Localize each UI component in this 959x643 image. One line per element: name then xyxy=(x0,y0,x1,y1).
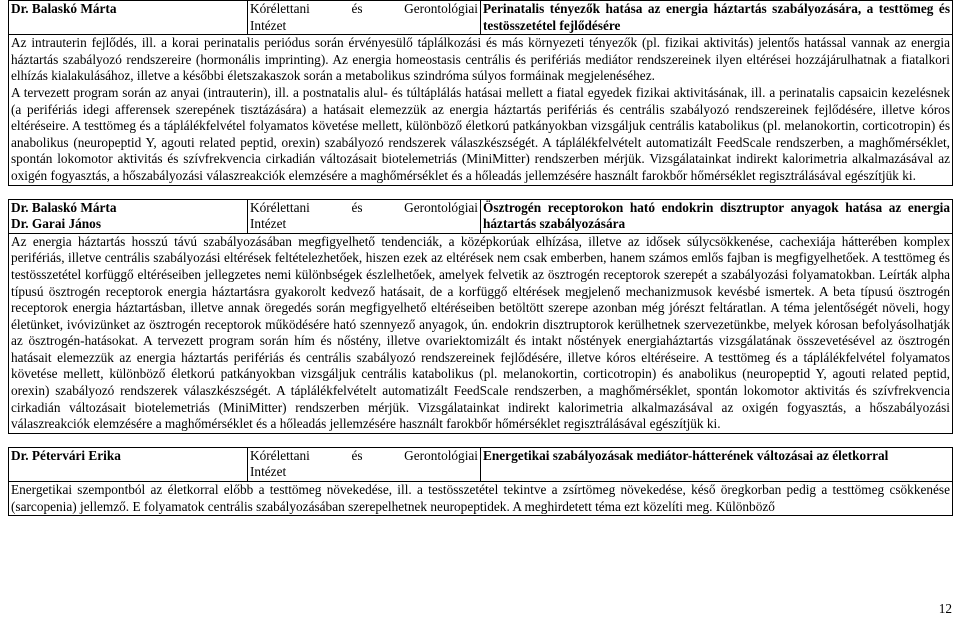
institute-line-1: Kórélettani és Gerontológiai xyxy=(250,447,478,463)
page-number: 12 xyxy=(938,601,952,616)
description-paragraph: Energetikai szempontból az életkorral előbb a testtömeg növekedése, ill. a testösszetétel tekintve a zsírtömeg növekedése, késő öregkorban pedig a testtömeg csökkenése (sarcopenia) jellemző. E folyamatok centrális szabályozásában szerepelhetnek neuropeptidek. A meghirdetett téma ezt közelíti meg. Különböző xyxy=(11,482,950,514)
institute-line-2: Intézet xyxy=(250,17,287,33)
entry-body-row xyxy=(9,482,953,516)
supervisor-names xyxy=(9,1,248,35)
supervisor-name: Dr. Balaskó Márta xyxy=(11,199,117,215)
supervisor-name: Dr. Pétervári Erika xyxy=(11,447,121,463)
topic-description xyxy=(9,482,953,516)
entry-header-row xyxy=(9,1,953,35)
supervisor-name: Dr. Garai János xyxy=(11,216,102,232)
document-page xyxy=(8,0,953,516)
description-paragraph: Az intrauterin fejlődés, ill. a korai perinatalis periódus során érvényesülő táplálkozási és más környezeti tényezők (pl. fizikai aktivitás) jelentős hatással vannak az energia háztartás szabályozó rendszereire (hormonális imprinting). Az energia homeostasis centrális és perifériás mediátor rendszereinek ilyen eltérései hozzájárulhatnak a fiatalkori elhízás kialakulásához, illetve a későbbi életszakaszok során a metabolikus szindróma súlyos formáinak megjelenéséhez. xyxy=(11,35,950,84)
topic-entry-2 xyxy=(8,199,953,434)
institute-cell xyxy=(248,1,481,35)
topic-title: Ösztrogén receptorokon ható endokrin disztruptor anyagok hatása az energia háztartás szabályozására xyxy=(481,199,953,233)
institute-line-1: Kórélettani és Gerontológiai xyxy=(250,199,478,215)
topic-entry-3 xyxy=(8,447,953,516)
entry-header-row xyxy=(9,447,953,481)
institute-line-2: Intézet xyxy=(250,216,287,232)
description-paragraph: Az energia háztartás hosszú távú szabályozásában megfigyelhető tendenciák, a középkorúak elhízása, illetve az idősek súlycsökkenése, cachexiája hátterében komplex perifériás, illetve centrális szabályozási eltérések feltételezhetőek, hiszen ezek az eltérések nem csak emberben, hanem számos emlős fajban is megfigyelhetőek. A testtömeg és testösszetétel korfüggő eltéréseiben jellegzetes nemi különbségek észlelhetőek, amelyek felvetik az ösztrogén receptorok szerepét a szabályozási folyamatokban. Leírták alpha típusú ösztrogén receptorok energia háztartásra gyakorolt kedvező hatásait, de a korfüggő eltérések megjelenő mechanizmusok kevésbé ismertek. A beta típusú ösztrogén receptorok energia háztartásban, illetve annak öregedés során megfigyelhető eltéréseiben betöltött szerepe azonban még jórészt feltáratlan. A téma jelentőségét növeli, hogy életünket, ivóvizünket az ösztrogén receptorok működésére ható szennyező anyagok, ún. endokrin disztruptorok kerülhetnek szervezetünkbe, melyek kórosan befolyásolhatják az ösztrogén-hatásokat. A tervezett program során hím és nőstény, illetve ovariektomizált és intakt nőstények energiaháztartás vizsgálatának összevetésével az ösztrogén hatásait elemezzük az energia háztartás perifériás és centrális szabályozó rendszereinek fejlődésére, illetve kóros eltéréseire. A testtömeg és a táplálékfelvétel folyamatos követése mellett, különböző életkorú patkányokban vizsgáljuk centrális katabolikus (pl. melanokortin, corticotropin) és anabolikus (neuropeptid Y, agouti related peptid, orexin) szabályozó rendszerek válaszkészségét. A táplálékfelvételt automatizált FeedScale rendszerben, a maghőmérséklet, spontán lokomotor aktivitás és szívfrekvencia cirkadián változásait biotelemetriás (MiniMitter) rendszerben mérjük. Vizsgálatainkat indirekt kalorimetria alkalmazásával az oxigén fogyasztás, a hőszabályozási válaszreakciók elemzésére a maghőmérséklet és a hőleadás jellemzésére használt farokbőr hőmérséklet regisztrálásával egészítjük ki. xyxy=(11,233,950,432)
supervisor-names xyxy=(9,447,248,481)
topic-title: Energetikai szabályozásak mediátor-hátterének változásai az életkorral xyxy=(481,447,953,481)
topic-entry-1 xyxy=(8,0,953,186)
topic-description xyxy=(9,35,953,185)
topic-title: Perinatalis tényezők hatása az energia háztartás szabályozására, a testtömeg és testösszetétel fejlődésére xyxy=(481,1,953,35)
entry-body-row xyxy=(9,35,953,185)
description-paragraph: A tervezett program során az anyai (intrauterin), ill. a postnatalis alul- és túltáplálás hatásai mellett a fiatal egyedek fizikai aktivitásának, ill. a perinatalis capsaicin kezelésnek (a perifériás idegi afferensek szerepének tisztázására) a hatásait elemezzük az energia háztartás perifériás és centrális szabályozó rendszereinek fejlődésére, illetve kóros eltéréseire. A testtömeg és a táplálékfelvétel folyamatos követése mellett, különböző életkorú patkányokban vizsgáljuk centrális katabolikus (pl. melanokortin, corticotropin) és anabolikus (neuropeptid Y, agouti related peptid, orexin) szabályozó rendszerek válaszkészségét. A táplálékfelvételt automatizált FeedScale rendszerben, a maghőmérséklet, spontán lokomotor aktivitás és szívfrekvencia cirkadián változásait biotelemetriás (MiniMitter) rendszerben mérjük. Vizsgálatainkat indirekt kalorimetria alkalmazásával az oxigén fogyasztás, a hőszabályozási válaszreakciók elemzésére a maghőmérséklet és a hőleadás jellemzésére használt farokbőr hőmérséklet regisztrálásával egészítjük ki. xyxy=(11,84,950,183)
supervisor-name: Dr. Balaskó Márta xyxy=(11,1,117,16)
institute-cell xyxy=(248,199,481,233)
entry-header-row xyxy=(9,199,953,233)
institute-cell xyxy=(248,447,481,481)
topic-description xyxy=(9,233,953,433)
supervisor-names xyxy=(9,199,248,233)
institute-line-2: Intézet xyxy=(250,464,287,480)
institute-line-1: Kórélettani és Gerontológiai xyxy=(250,1,478,16)
entry-body-row xyxy=(9,233,953,433)
